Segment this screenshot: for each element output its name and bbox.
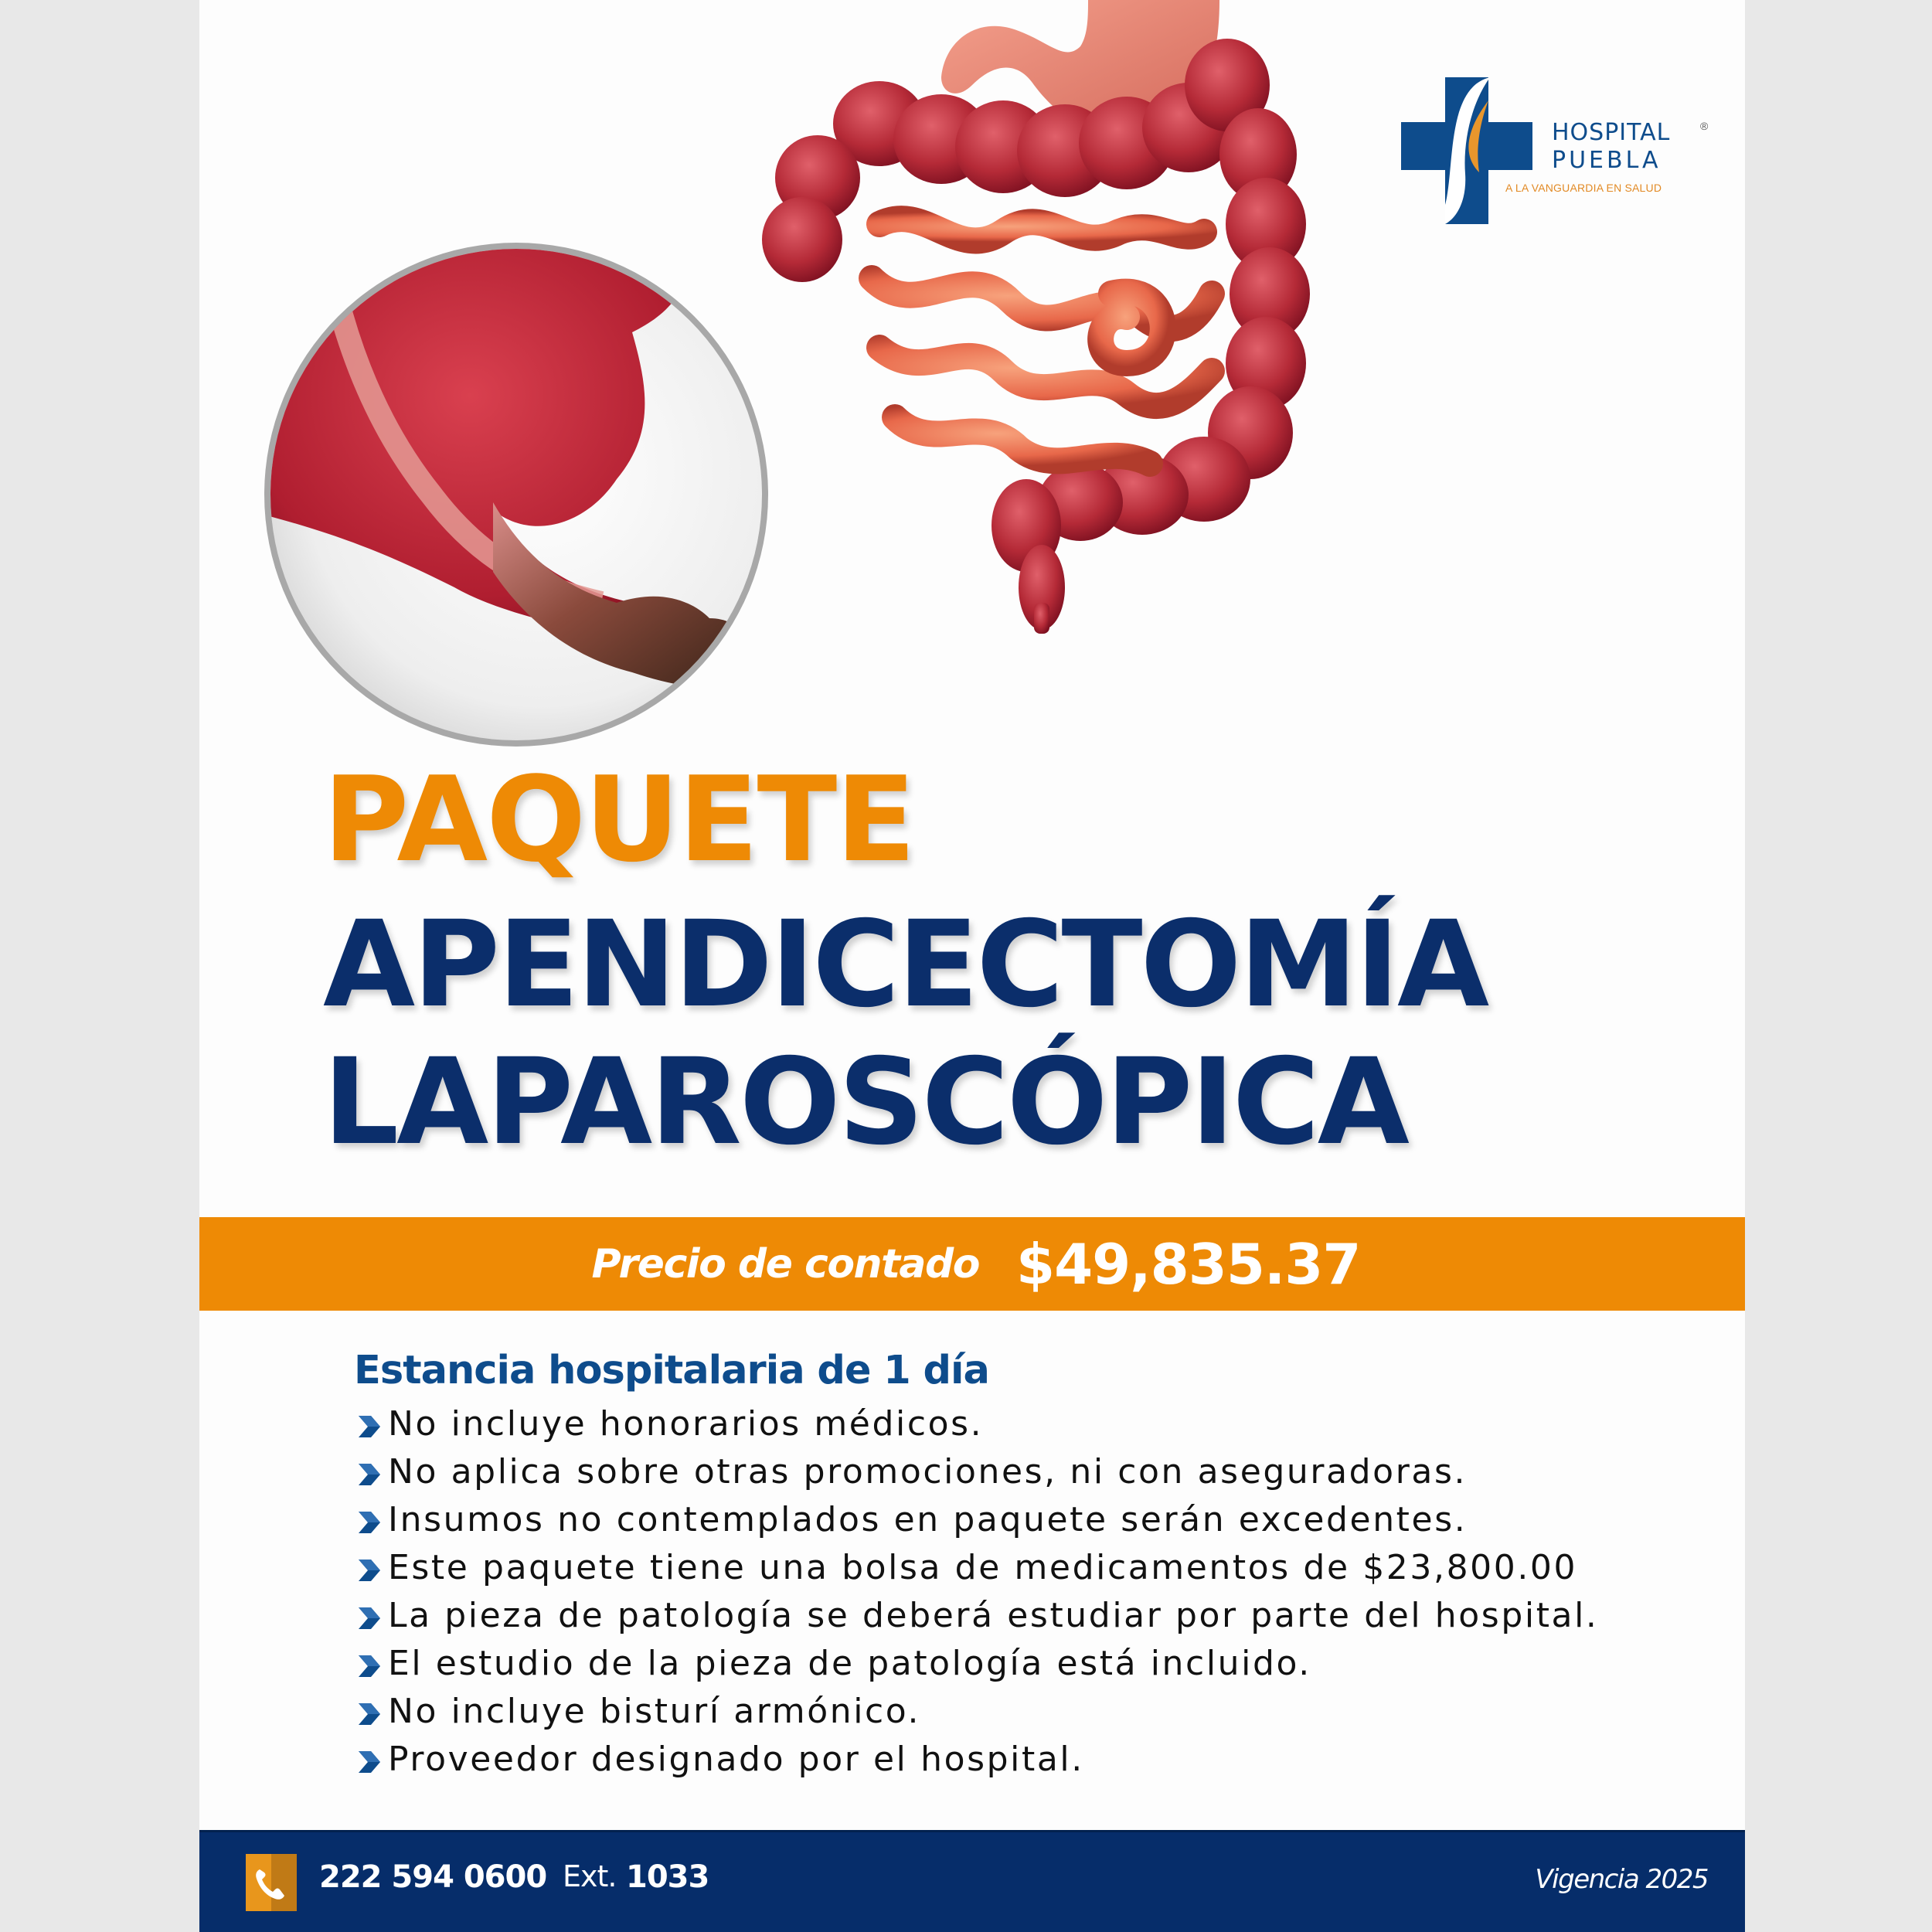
logo-name-line1: HOSPITAL (1552, 119, 1671, 146)
list-item-text: Insumos no contemplados en paquete serán excedentes. (388, 1499, 1468, 1539)
title-line-1: APENDICECTOMÍA (323, 896, 1488, 1034)
list-item-text: El estudio de la pieza de patología está incluido. (388, 1643, 1311, 1683)
logo-tagline: A LA VANGUARDIA EN SALUD (1505, 182, 1662, 194)
registered-mark: ® (1700, 120, 1709, 132)
list-item-text: La pieza de patología se deberá estudiar por parte del hospital. (388, 1595, 1599, 1635)
phone-icon (246, 1854, 297, 1911)
chevron-right-icon (354, 1411, 385, 1442)
list-item-text: No incluye bisturí armónico. (388, 1691, 921, 1731)
price-label: Precio de contado (591, 1240, 979, 1287)
chevron-right-icon (354, 1459, 385, 1490)
hospital-logo (1397, 73, 1722, 228)
chevron-right-icon (354, 1651, 385, 1682)
title-kicker: PAQUETE (323, 751, 915, 888)
chevron-right-icon (354, 1555, 385, 1586)
phone-ext-label: Ext. (563, 1859, 617, 1893)
list-item (354, 1447, 1730, 1495)
price-bar (199, 1217, 1745, 1311)
phone-number[interactable]: 222 594 0600 (319, 1859, 547, 1895)
list-item-text: Proveedor designado por el hospital. (388, 1739, 1084, 1779)
package-details (354, 1348, 1730, 1783)
list-item (354, 1400, 1730, 1447)
price-value: $49,835.37 (1015, 1231, 1361, 1297)
title-line-2: LAPAROSCÓPICA (323, 1033, 1407, 1172)
chevron-right-icon (354, 1603, 385, 1634)
chevron-right-icon (354, 1747, 385, 1777)
list-item-text: No aplica sobre otras promociones, ni con aseguradoras. (388, 1451, 1468, 1492)
logo-name-line2: PUEBLA (1552, 147, 1662, 174)
promo-flyer (199, 0, 1745, 1932)
list-item (354, 1735, 1730, 1783)
chevron-right-icon (354, 1507, 385, 1538)
list-item-text: Este paquete tiene una bolsa de medicamentos de $23,800.00 (388, 1547, 1578, 1587)
validity-label: Vigencia 2025 (1535, 1864, 1708, 1895)
list-item (354, 1639, 1730, 1687)
list-item-text: No incluye honorarios médicos. (388, 1403, 984, 1444)
chevron-right-icon (354, 1699, 385, 1730)
list-item (354, 1495, 1730, 1543)
details-heading: Estancia hospitalaria de 1 día (354, 1348, 989, 1393)
list-item (354, 1543, 1730, 1591)
list-item (354, 1687, 1730, 1735)
footer-bar (199, 1830, 1745, 1932)
list-item (354, 1591, 1730, 1639)
phone-extension: 1033 (626, 1859, 709, 1895)
conditions-list (354, 1400, 1730, 1783)
